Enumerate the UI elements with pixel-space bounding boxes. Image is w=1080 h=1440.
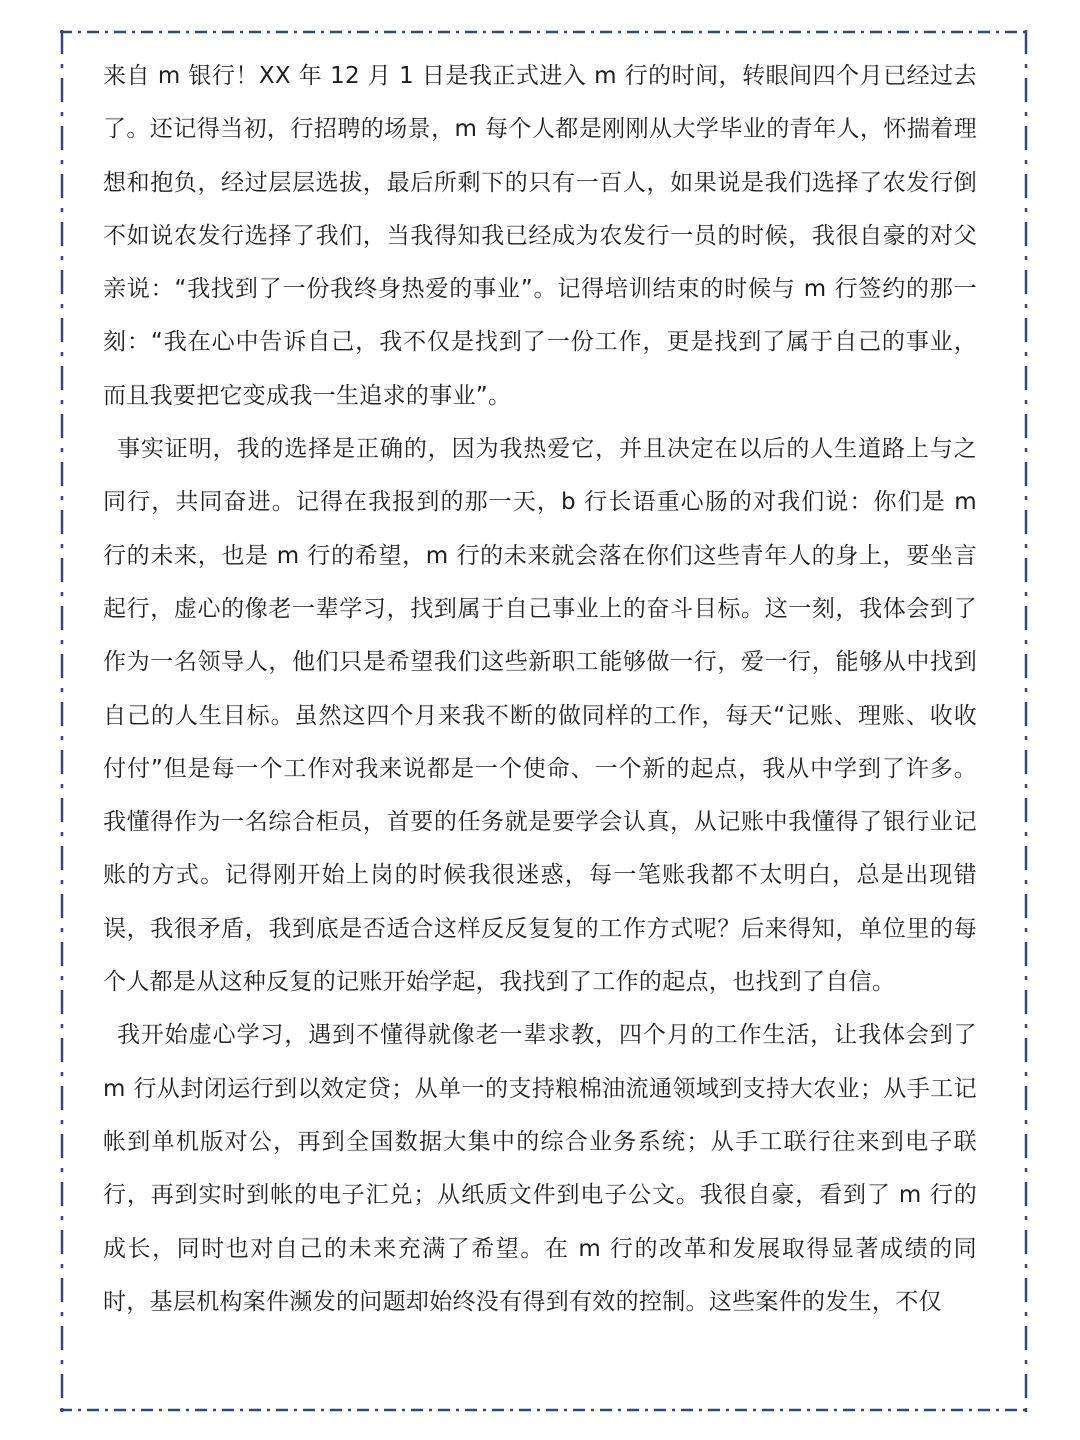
document-body — [103, 50, 977, 1396]
paragraph-2: 事实证明，我的选择是正确的，因为我热爱它，并且决定在以后的人生道路上与之同行，共同奋进。记得在我报到的那一天，b 行长语重心肠的对我们说：你们是 m 行的未来，也是 m 行的希望，m 行的未来就会落在你们这些青年人的身上，要坐言起行，虚心的像老一辈学习，找到属于自己事业上的奋斗目标。这一刻，我体会到了作为一名领导人，他们只是希望我们这些新职工能够做一行，爱一行，能够从中找到自己的人生目标。虽然这四个月来我不断的做同样的工作，每天“记账、理账、收收付付”但是每一个工作对我来说都是一个使命、一个新的起点，我从中学到了许多。我懂得作为一名综合柜员，首要的任务就是要学会认真，从记账中我懂得了银行业记账的方式。记得刚开始上岗的时候我很迷惑，每一笔账我都不太明白，总是出现错误，我很矛盾，我到底是否适合这样反反复复的工作方式呢？后来得知，单位里的每个人都是从这种反复的记账开始学起，我找到了工作的起点，也找到了自信。 — [103, 436, 977, 996]
border-left — [60, 30, 64, 1412]
border-top — [60, 30, 1028, 34]
border-right — [1024, 30, 1028, 1412]
border-bottom — [60, 1408, 1028, 1412]
paragraph-3: 我开始虚心学习，遇到不懂得就像老一辈求教，四个月的工作生活，让我体会到了 m 行从封闭运行到以效定贷；从单一的支持粮棉油流通领域到支持大农业；从手工记帐到单机版对公，再到全国数据大集中的综合业务系统；从手工联行往来到电子联行，再到实时到帐的电子汇兑；从纸质文件到电子公文。我很自豪，看到了 m 行的成长，同时也对自己的未来充满了希望。在 m 行的改革和发展取得显著成绩的同时，基层机构案件濒发的问题却始终没有得到有效的控制。这些案件的发生，不仅 — [103, 1022, 977, 1315]
paragraph-1: 来自 m 银行！XX 年 12 月 1 日是我正式进入 m 行的时间，转眼间四个月已经过去了。还记得当初，行招聘的场景，m 每个人都是刚刚从大学毕业的青年人，怀揣着理想和抱负，经过层层选拔，最后所剩下的只有一百人，如果说是我们选择了农发行倒不如说农发行选择了我们，当我得知我已经成为农发行一员的时候，我很自豪的对父亲说：“我找到了一份我终身热爱的事业”。记得培训结束的时候与 m 行签约的那一刻：“我在心中告诉自己，我不仅是找到了一份工作，更是找到了属于自己的事业，而且我要把它变成我一生追求的事业”。 — [103, 63, 977, 409]
